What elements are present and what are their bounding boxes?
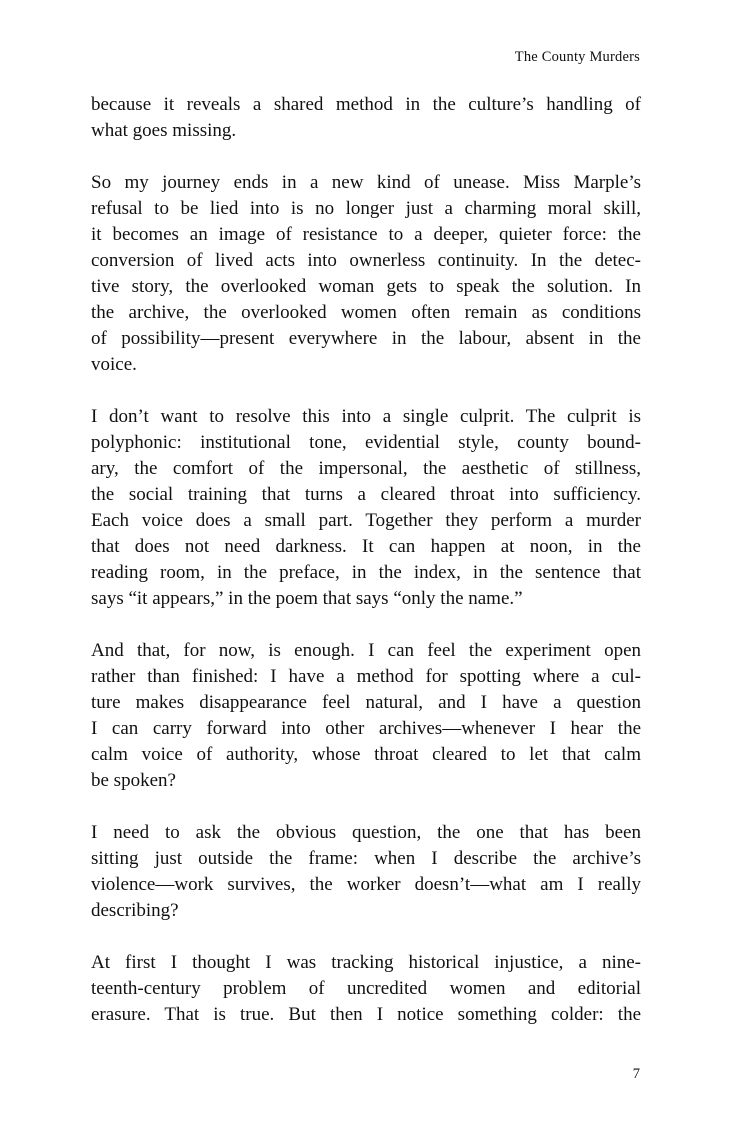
paragraph	[91, 404, 641, 612]
text-line: And that, for now, is enough. I can feel the experiment open	[91, 640, 641, 661]
text-line: the social training that turns a cleared throat into sufficiency.	[91, 484, 641, 505]
paragraph	[91, 170, 641, 378]
text-line: Each voice does a small part. Together they perform a murder	[91, 510, 641, 531]
text-line: So my journey ends in a new kind of unease. Miss Marple’s	[91, 172, 641, 193]
text-line: refusal to be lied into is no longer just a charming moral skill,	[91, 198, 641, 219]
text-line: reading room, in the preface, in the index, in the sentence that	[91, 562, 641, 583]
text-line: violence—work survives, the worker doesn’t—what am I really	[91, 874, 641, 895]
text-line: tive story, the overlooked woman gets to speak the solution. In	[91, 276, 641, 297]
paragraph	[91, 92, 641, 144]
text-line: sitting just outside the frame: when I describe the archive’s	[91, 848, 641, 869]
text-line: says “it appears,” in the poem that says “only the name.”	[91, 588, 523, 609]
text-line: polyphonic: institutional tone, evidential style, county bound-	[91, 432, 641, 453]
text-line: the archive, the overlooked women often remain as conditions	[91, 302, 641, 323]
running-header: The County Murders	[514, 49, 640, 65]
text-line: At first I thought I was tracking historical injustice, a nine-	[91, 952, 641, 973]
text-line: conversion of lived acts into ownerless continuity. In the detec-	[91, 250, 641, 271]
page-body	[91, 92, 641, 1054]
text-line: that does not need darkness. It can happen at noon, in the	[91, 536, 641, 557]
text-line: voice.	[91, 354, 137, 375]
paragraph	[91, 820, 641, 924]
text-line: of possibility—present everywhere in the labour, absent in the	[91, 328, 641, 349]
text-line: because it reveals a shared method in the culture’s handling of	[91, 94, 641, 115]
text-line: I don’t want to resolve this into a single culprit. The culprit is	[91, 406, 641, 427]
text-line: ture makes disappearance feel natural, and I have a question	[91, 692, 641, 713]
text-line: teenth-century problem of uncredited women and editorial	[91, 978, 641, 999]
text-line: I can carry forward into other archives—whenever I hear the	[91, 718, 641, 739]
text-line: calm voice of authority, whose throat cleared to let that calm	[91, 744, 641, 765]
text-line: rather than finished: I have a method for spotting where a cul-	[91, 666, 641, 687]
text-line: it becomes an image of resistance to a deeper, quieter force: the	[91, 224, 641, 245]
text-line: erasure. That is true. But then I notice something colder: the	[91, 1004, 641, 1025]
page-number: 7	[632, 1066, 640, 1082]
paragraph	[91, 638, 641, 794]
text-line: describing?	[91, 900, 179, 921]
text-line: be spoken?	[91, 770, 176, 791]
text-line: ary, the comfort of the impersonal, the aesthetic of stillness,	[91, 458, 641, 479]
text-line: I need to ask the obvious question, the one that has been	[91, 822, 641, 843]
text-line: what goes missing.	[91, 120, 237, 141]
paragraph	[91, 950, 641, 1028]
